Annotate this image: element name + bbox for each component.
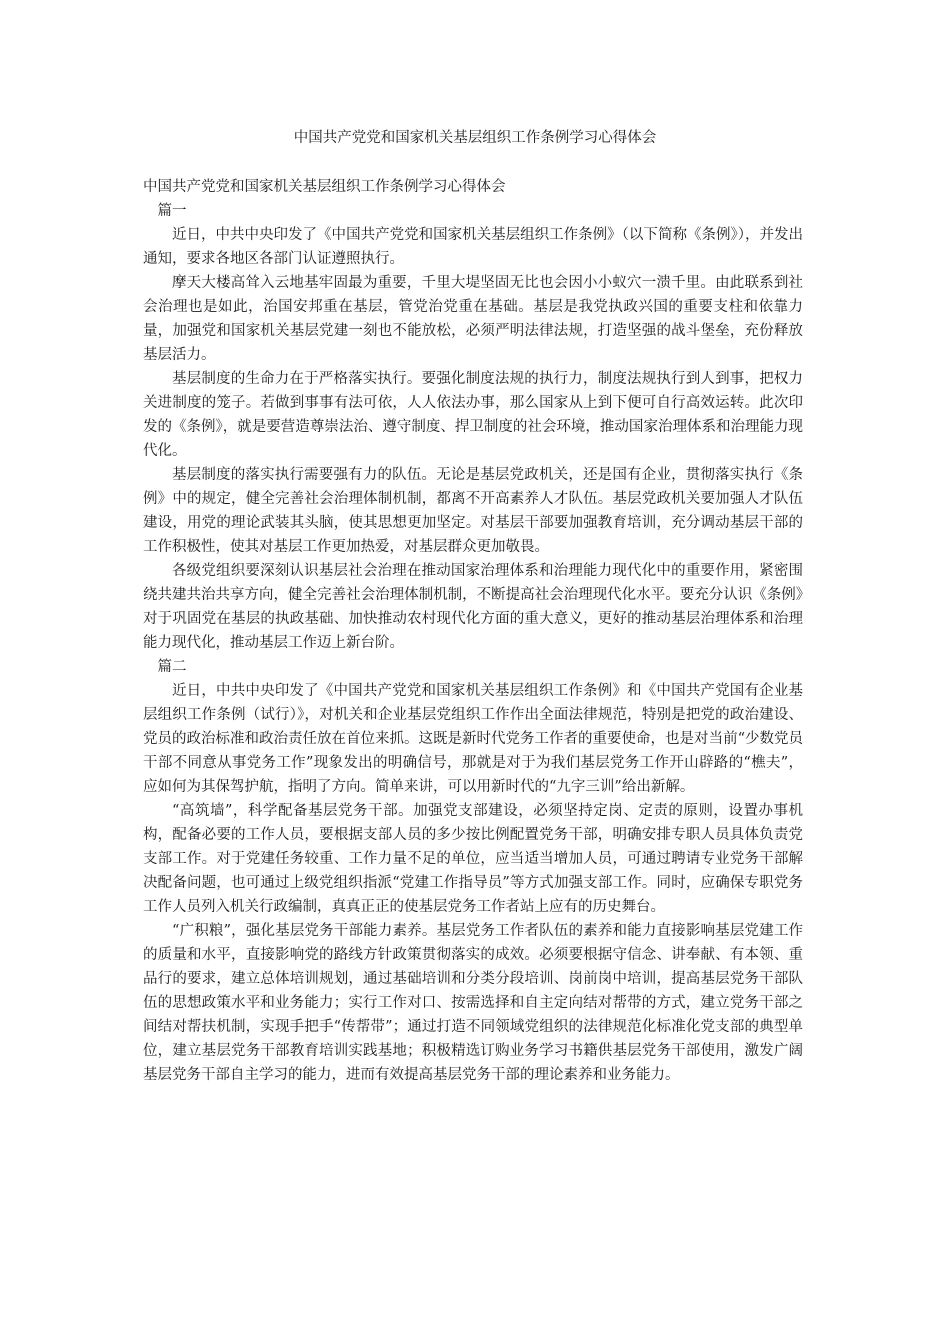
paragraph: 基层制度的落实执行需要强有力的队伍。无论是基层党政机关，还是国有企业，贯彻落实执行《条例》中的规定，健全完善社会治理体制机制，都离不开高素养人才队伍。基层党政机关要加强人才队伍建设，用党的理论武装其头脑，使其思想更加坚定。对基层干部要加强教育培训，充分调动基层干部的工作积极性，使其对基层工作更加热爱，对基层群众更加敬畏。 <box>143 467 803 555</box>
document-body <box>143 175 803 1087</box>
document-subtitle: 中国共产党党和国家机关基层组织工作条例学习心得体会 <box>143 179 506 195</box>
document-title: 中国共产党党和国家机关基层组织工作条例学习心得体会 <box>293 130 657 146</box>
paragraph: 近日，中共中央印发了《中国共产党党和国家机关基层组织工作条例》（以下简称《条例》），并发出通知，要求各地区各部门认证遵照执行。 <box>143 227 803 267</box>
paragraph: “广积粮”，强化基层党务干部能力素养。基层党务工作者队伍的素养和能力直接影响基层党建工作的质量和水平，直接影响党的路线方针政策贯彻落实的成效。必须要根据守信念、讲奉献、有本领、重品行的要求，建立总体培训规划，通过基础培训和分类分段培训、岗前岗中培训，提高基层党务干部队伍的思想政策水平和业务能力；实行工作对口、按需选择和自主定向结对帮带的方式，建立党务干部之间结对帮扶机制，实现手把手“传帮带”；通过打造不同领域党组织的法律规范化标准化党支部的典型单位，建立基层党务干部教育培训实践基地；积极精选订购业务学习书籍供基层党务干部使用，激发广阔基层党务干部自主学习的能力，进而有效提高基层党务干部的理论素养和业务能力。 <box>143 923 803 1083</box>
paragraph: 摩天大楼高耸入云地基牢固最为重要，千里大堤坚固无比也会因小小蚁穴一溃千里。由此联系到社会治理也是如此，治国安邦重在基层，管党治党重在基础。基层是我党执政兴国的重要支柱和依靠力量，加强党和国家机关基层党建一刻也不能放松，必须严明法律法规，打造坚强的战斗堡垒，充份释放基层活力。 <box>143 275 803 363</box>
paragraph: “高筑墙”，科学配备基层党务干部。加强党支部建设，必须坚持定岗、定责的原则，设置办事机构，配备必要的工作人员，要根据支部人员的多少按比例配置党务干部，明确安排专职人员具体负责党支部工作。对于党建任务较重、工作力量不足的单位，应当适当增加人员，可通过聘请专业党务干部解决配备问题，也可通过上级党组织指派“党建工作指导员”等方式加强支部工作。同时，应确保专职党务工作人员列入机关行政编制，真真正正的使基层党务工作者站上应有的历史舞台。 <box>143 803 803 915</box>
paragraph: 近日，中共中央印发了《中国共产党党和国家机关基层组织工作条例》和《中国共产党国有企业基层组织工作条例（试行）》，对机关和企业基层党组织工作作出全面法律规范，特别是把党的政治建设、党员的政治标准和政治责任放在首位来抓。这既是新时代党务工作者的重要使命，也是对当前“少数党员干部不同意从事党务工作”现象发出的明确信号，那就是对于为我们基层党务工作开山辟路的“樵夫”，应如何为其保驾护航，指明了方向。简单来讲，可以用新时代的“九字三训”给出新解。 <box>143 683 803 795</box>
paragraph: 基层制度的生命力在于严格落实执行。要强化制度法规的执行力，制度法规执行到人到事，把权力关进制度的笼子。若做到事事有法可依，人人依法办事，那么国家从上到下便可自行高效运转。此次印发的《条例》，就是要营造尊崇法治、遵守制度、捍卫制度的社会环境，推动国家治理体系和治理能力现代化。 <box>143 371 803 459</box>
section-heading-1: 篇一 <box>157 203 187 219</box>
section-heading-2: 篇二 <box>157 659 187 675</box>
paragraph: 各级党组织要深刻认识基层社会治理在推动国家治理体系和治理能力现代化中的重要作用，紧密围绕共建共治共享方向，健全完善社会治理体制机制，不断提高社会治理现代化水平。要充分认识《条例》对于巩固党在基层的执政基础、加快推动农村现代化方面的重大意义，更好的推动基层治理体系和治理能力现代化，推动基层工作迈上新台阶。 <box>143 563 803 651</box>
